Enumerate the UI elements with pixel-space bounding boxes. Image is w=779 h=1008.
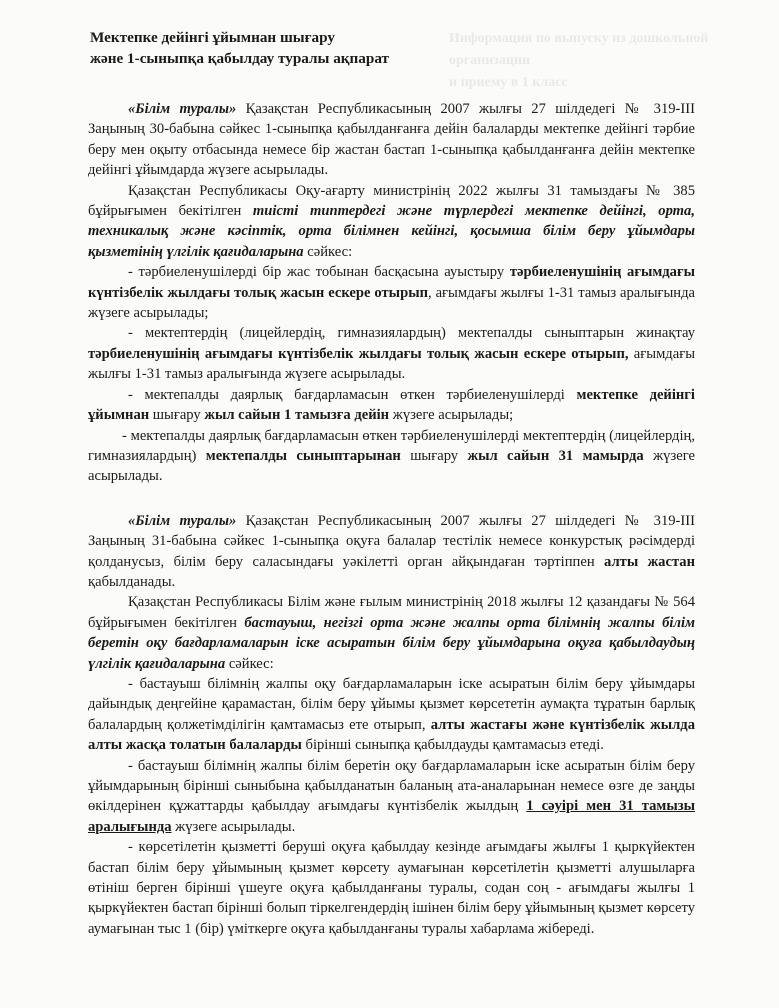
list-item-group-transfer: - тәрбиеленушілерді бір жас тобынан басқасына ауыстыру тәрбиеленушінің ағымдағы күнтізбелік жылдағы толық жасын ескере отырып, ағымдағы жылғы 1-31 тамыз аралығында жүзеге асырылады; — [88, 264, 696, 322]
list-item-release-school: - мектепалды даярлық бағдарламасын өткен тәрбиеленушілерді мектептердің (лицейлердің, гимназиялардың) мектепалды сыныптарынан шығару жыл сайын 31 мамырда жүзеге асырылады. — [88, 427, 695, 485]
paragraph-first-grade-rules: Қазақстан Республикасы Білім және ғылым министрінің 2018 жылғы 12 қазандағы № 564 бұйрығымен бекітілген бастауыш, негізгі орта және жалпы орта білімнің жалпы білім беретін оқу бағдарламаларын іске асыратын білім беру ұйымдарына оқуға қабылдаудың үлгілік қағидаларына сәйкес: — [88, 594, 695, 672]
paragraph-preschool-law: «Білім туралы» Қазақстан Республикасының 2007 жылғы 27 шілдедегі № 319-III Заңының 30-бабына сәйкес 1-сыныпқа қабылданғанға дейін балаларды мектепке дейінгі тәрбие беру мен оқыту отбасында немесе бір жастан бастап 1-сыныпқа қабылданғанға дейін мектепке дейінгі ұйымдарда жүзеге асырылады. — [88, 101, 695, 179]
title-line-2: және 1-сыныпқа қабылдау туралы ақпарат — [90, 50, 390, 67]
document-page — [88, 27, 695, 939]
list-item-notification: - көрсетілетін қызметті беруші оқуға қабылдау кезінде ағымдағы жылғы 1 қыркүйектен бастап білім беру ұйымының қызмет көрсету аумағынан көрсетілетін қызметті алушыларға өтініш берген бірінші үшеуге оқуға қабылданғаны туралы, содан соң - ағымдағы жылғы 1 қыркүйектен бастап бірінші болып тіркелгендердің ішінен білім беру ұйымының қызмет көрсету аумағынан тыс 1 (бір) үміткерге оқуға қабылданғаны туралы хабарлама жібереді. — [88, 839, 695, 937]
title-line-1: Мектепке дейінгі ұйымнан шығару — [90, 29, 335, 46]
list-item-release-preschool: - мектепалды даярлық бағдарламасын өткен тәрбиеленушілерді мектепке дейінгі ұйымнан шығару жыл сайын 1 тамызға дейін жүзеге асырылады; — [88, 386, 695, 424]
bleed-through-text: Информация по выпуску из дошкольной организации и приему в 1 класс — [449, 31, 709, 90]
paragraph-preschool-rules: Қазақстан Республикасы Оқу-ағарту министрінің 2022 жылғы 31 тамыздағы № 385 бұйрығымен бекітілген тиісті типтердегі және түрлердегі мектепке дейінгі, орта, техникалық және кәсіптік, орта білімнен кейінгі, қосымша білім беру ұйымдары қызметінің үлгілік қағидаларына сәйкес: — [88, 182, 695, 260]
list-item-preschool-classes: - мектептердің (лицейлердің, гимназиялардың) мектепалды сыныптарын жинақтау тәрбиеленушінің ағымдағы күнтізбелік жылдағы толық жасын ескере отырып, ағымдағы жылғы 1-31 тамыз аралығында жүзеге асырылады. — [88, 325, 695, 383]
list-item-documents-period: - бастауыш білімнің жалпы білім беретін оқу бағдарламаларын іске асыратын білім беру ұйымдарының бірінші сыныбына қабылданатын баланың ата-аналарынан немесе өзге де заңды өкілдерінен құжаттарды қабылдау ағымдағы күнтізбелік жылдың 1 сәуірі мен 31 тамызы аралығында жүзеге асырылады. — [88, 757, 696, 835]
document-title — [90, 27, 695, 69]
paragraph-first-grade-law: «Білім туралы» Қазақстан Республикасының 2007 жылғы 27 шілдедегі № 319-III Заңының 31-бабына сәйкес 1-сыныпқа оқуға балалар тестілік немесе конкурстық рәсімдерді қолданусыз, білім беру саласындағы уәкілетті орган айқындаған тәртіппен алты жастан қабылданады. — [88, 512, 695, 590]
list-item-admission-six: - бастауыш білімнің жалпы оқу бағдарламаларын іске асыратын білім беру ұйымдары дайындық деңгейіне қарамастан, білім беру ұйымы қызмет көрсететін аумақта тұратын барлық балалардың қолжетімділігін қамтамасыз ете отырып, алты жастағы және күнтізбелік жылда алты жасқа толатын балаларды бірінші сыныпқа қабылдауды қамтамасыз етеді. — [88, 675, 695, 754]
